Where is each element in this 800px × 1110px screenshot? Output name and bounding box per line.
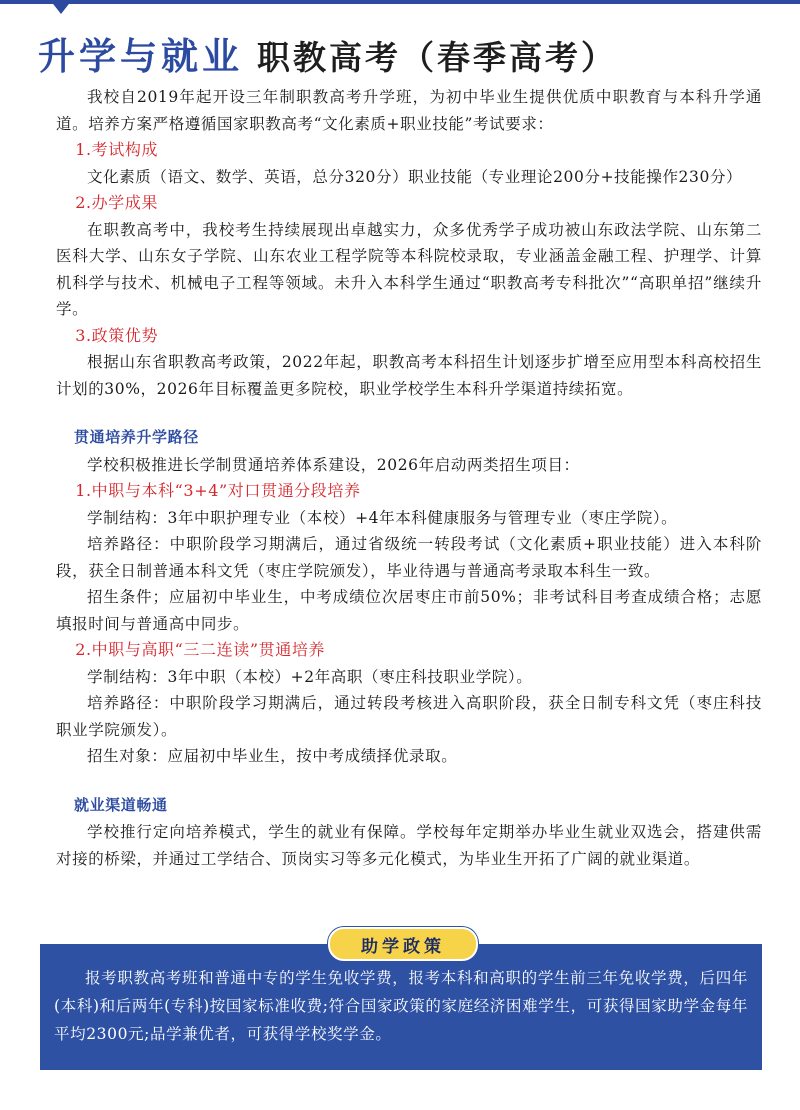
page-title: 升学与就业 — [38, 35, 243, 78]
program1-route: 培养路径：中职阶段学习期满后，通过省级统一转段考试（文化素质+职业技能）进入本科阶段，获全日制普通本科文凭（枣庄学院颁发），毕业待遇与普通高考录取本科生一致。 — [56, 535, 762, 580]
policy-advantage-heading: 3.政策优势 — [75, 325, 159, 345]
top-notch-marker — [50, 0, 72, 14]
page-header — [38, 26, 617, 76]
program1-structure: 学制结构：3年中职护理专业（本校）+4年本科健康服务与管理专业（枣庄学院）。 — [87, 508, 678, 527]
intro-paragraph: 我校自2019年起开设三年制职教高考升学班，为初中毕业生提供优质中职教育与本科升学通道。培养方案严格遵循国家职教高考“文化素质+职业技能”考试要求： — [56, 88, 762, 133]
program2-structure: 学制结构：3年中职（本校）+2年高职（枣庄科技职业学院）。 — [87, 667, 533, 686]
program2-target: 招生对象：应届初中毕业生，按中考成绩择优录取。 — [87, 747, 458, 765]
program2-heading: 2.中职与高职“三二连读”贯通培养 — [75, 640, 326, 659]
financial-aid-text: 报考职教高考班和普通中专的学生免收学费，报考本科和高职的学生前三年免收学费，后四年(本科)和后两年(专科)按国家标准收费;符合国家政策的家庭经济困难学生，可获得国家助学金每年平均2300元;品学兼优者，可获得学校奖学金。 — [54, 969, 748, 1043]
policy-advantage-text: 根据山东省职教高考政策，2022年起，职教高考本科招生计划逐步扩增至应用型本科高校招生计划的30%，2026年目标覆盖更多院校，职业学校学生本科升学渠道持续拓宽。 — [56, 353, 762, 398]
pathway-intro: 学校积极推进长学制贯通培养体系建设，2026年启动两类招生项目： — [87, 455, 580, 474]
exam-text: 文化素质（语文、数学、英语，总分320分）职业技能（专业理论200分+技能操作230分） — [87, 167, 743, 186]
employment-text: 学校推行定向培养模式，学生的就业有保障。学校每年定期举办毕业生就业双选会，搭建供需对接的桥梁，并通过工学结合、顶岗实习等多元化模式，为毕业生开拓了广阔的就业渠道。 — [56, 823, 762, 868]
pathway-section-title: 贯通培养升学路径 — [74, 428, 199, 446]
results-text: 在职教高考中，我校考生持续展现出卓越实力，众多优秀学子成功被山东政法学院、山东第二医科大学、山东女子学院、山东农业工程学院等本科院校录取，专业涵盖金融工程、护理学、计算机科学与技术、机械电子工程等领域。未升入本科学生通过“职教高考专科批次”“高职单招”继续升学。 — [56, 220, 762, 318]
top-accent-bar — [0, 0, 800, 4]
employment-section-title: 就业渠道畅通 — [74, 795, 168, 814]
program1-conditions: 招生条件；应届初中毕业生，中考成绩位次居枣庄市前50%；非考试科目考查成绩合格；志愿填报时间与普通高中同步。 — [56, 588, 762, 633]
program2-route: 培养路径：中职阶段学习期满后，通过转段考核进入高职阶段，获全日制专科文凭（枣庄科技职业学院颁发）。 — [56, 694, 762, 739]
program1-heading: 1.中职与本科“3+4”对口贯通分段培养 — [75, 481, 361, 500]
financial-aid-badge: 助学政策 — [328, 927, 478, 961]
main-content — [56, 84, 762, 872]
exam-heading: 1.考试构成 — [75, 140, 159, 159]
page-subtitle: 职教高考（春季高考） — [257, 38, 617, 77]
results-heading: 2.办学成果 — [75, 193, 159, 212]
